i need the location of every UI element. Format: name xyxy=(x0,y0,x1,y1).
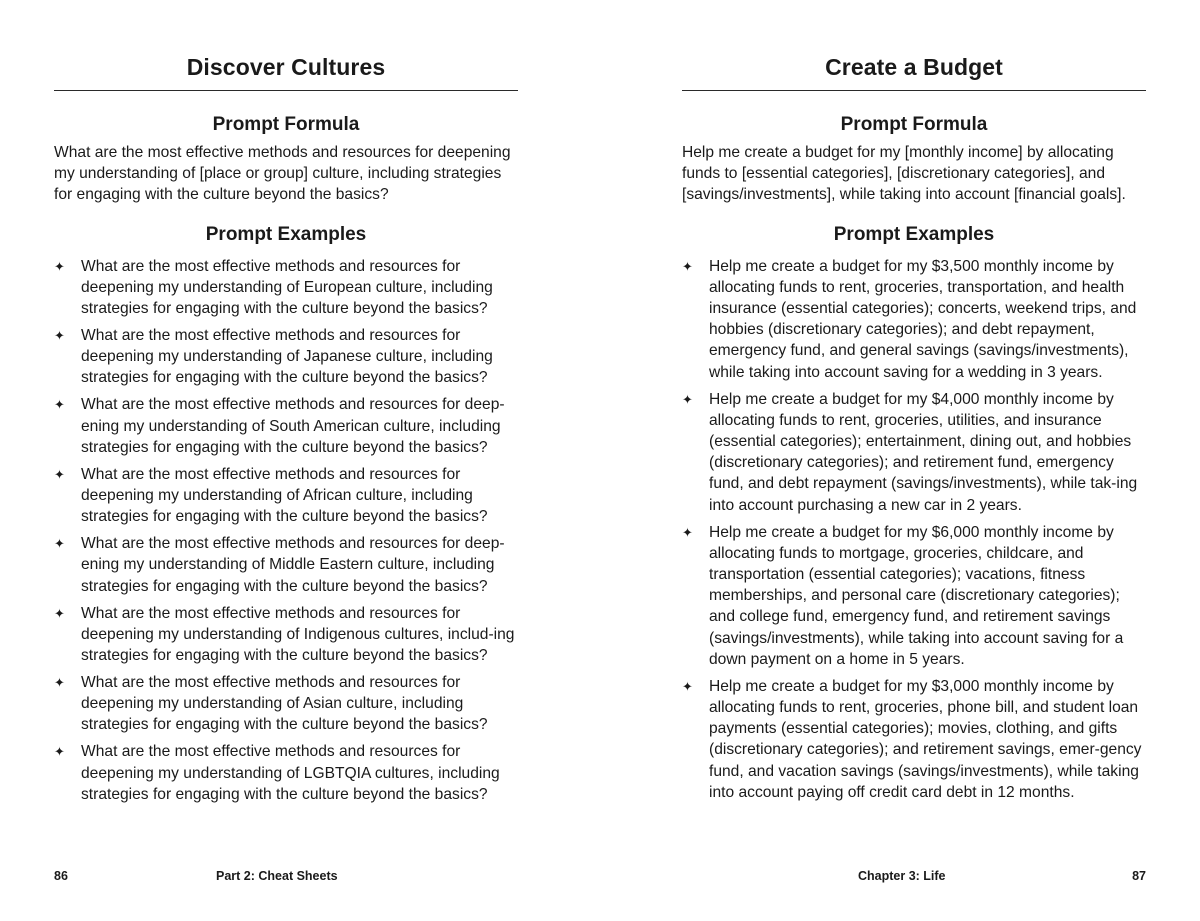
formula-text: What are the most effective methods and resources for deepening my understanding of [place or group] culture, including strategies for engaging with the culture beyond the basics? xyxy=(54,144,511,204)
example-text: What are the most effective methods and resources for deepening my understanding of European culture, including strategies for engaging with the culture beyond the basics? xyxy=(81,257,493,318)
list-item xyxy=(54,464,518,528)
example-text: What are the most effective methods and resources for deepening my understanding of Indigenous cultures, includ-ing strategies for engaging with the culture beyond the basics? xyxy=(81,604,515,665)
example-text: Help me create a budget for my $3,000 monthly income by allocating funds to rent, groceries, phone bill, and student loan payments (essential categories); movies, clothing, and gifts (discretionary categories); and retirement savings, emer-gency fund, and vacation savings (savings/investments), while taking into account paying off credit card debt in 12 months. xyxy=(709,677,1142,801)
example-text: Help me create a budget for my $3,500 monthly income by allocating funds to rent, groceries, transportation, and health insurance (essential categories); concerts, weekend trips, and hobbies (discretionary categories); and debt repayment, emergency fund, and general savings (savings/investments), while taking into account saving for a wedding in 3 years. xyxy=(709,257,1137,381)
star-bullet-icon: ✦ xyxy=(682,524,693,540)
star-bullet-icon: ✦ xyxy=(54,466,65,482)
list-item xyxy=(54,394,518,458)
star-bullet-icon: ✦ xyxy=(54,675,65,691)
formula-text: Help me create a budget for my [monthly income] by allocating funds to [essential categories], [discretionary categories], and [savings/investments], while taking into account [financial goals]. xyxy=(682,144,1126,204)
examples-list xyxy=(682,256,1146,803)
star-bullet-icon: ✦ xyxy=(54,397,65,413)
page-title: Discover Cultures xyxy=(186,54,386,80)
page-number: 87 xyxy=(1132,869,1146,883)
list-item xyxy=(54,533,518,597)
example-text: Help me create a budget for my $6,000 monthly income by allocating funds to mortgage, groceries, childcare, and transportation (essential categories); vacations, fitness memberships, and personal care (discretionary categories); and college fund, emergency fund, and retirement savings (savings/investments), while taking into account saving for a down payment on a home in 5 years. xyxy=(709,523,1124,668)
example-text: What are the most effective methods and resources for deep-ening my understanding of South American culture, including strategies for engaging with the culture beyond the basics? xyxy=(81,396,505,456)
example-text: What are the most effective methods and resources for deepening my understanding of LGBTQIA cultures, including strategies for engaging with the culture beyond the basics? xyxy=(81,743,500,803)
list-item xyxy=(682,522,1146,670)
star-bullet-icon: ✦ xyxy=(54,536,65,552)
list-item xyxy=(54,741,518,805)
example-text: What are the most effective methods and resources for deepening my understanding of Japanese culture, including strategies for engaging with the culture beyond the basics? xyxy=(81,327,493,387)
list-item xyxy=(54,325,518,389)
formula-heading: Prompt Formula xyxy=(212,114,360,135)
examples-heading: Prompt Examples xyxy=(833,223,995,245)
right-page xyxy=(682,0,1146,809)
page-number: 86 xyxy=(54,869,68,883)
star-bullet-icon: ✦ xyxy=(54,744,65,760)
running-head: Chapter 3: Life xyxy=(858,869,946,883)
example-text: What are the most effective methods and resources for deep-ening my understanding of Middle Eastern culture, including strategies for engaging with the culture beyond the basics? xyxy=(81,535,505,595)
example-text: What are the most effective methods and resources for deepening my understanding of African culture, including strategies for engaging with the culture beyond the basics? xyxy=(81,465,488,526)
list-item xyxy=(54,603,518,667)
example-text: What are the most effective methods and resources for deepening my understanding of Asian culture, including strategies for engaging with the culture beyond the basics? xyxy=(81,674,488,734)
star-bullet-icon: ✦ xyxy=(54,605,65,621)
star-bullet-icon: ✦ xyxy=(682,391,693,407)
star-bullet-icon: ✦ xyxy=(54,258,65,274)
list-item xyxy=(682,389,1146,516)
list-item xyxy=(54,256,518,320)
title-rule xyxy=(54,90,518,91)
examples-heading: Prompt Examples xyxy=(205,223,367,245)
title-rule xyxy=(682,90,1146,91)
list-item xyxy=(682,256,1146,383)
example-text: Help me create a budget for my $4,000 monthly income by allocating funds to rent, groceries, utilities, and insurance (essential categories); entertainment, dining out, and hobbies (discretionary categories); and retirement fund, emergency fund, and debt repayment (savings/investments), while tak-ing into account purchasing a new car in 2 years. xyxy=(709,390,1138,514)
star-bullet-icon: ✦ xyxy=(682,258,693,274)
star-bullet-icon: ✦ xyxy=(682,678,693,694)
page-title: Create a Budget xyxy=(825,54,1003,80)
examples-list xyxy=(54,256,518,805)
star-bullet-icon: ✦ xyxy=(54,328,65,344)
running-head: Part 2: Cheat Sheets xyxy=(216,869,338,883)
left-page xyxy=(54,0,518,811)
list-item xyxy=(54,672,518,736)
list-item xyxy=(682,676,1146,803)
formula-heading: Prompt Formula xyxy=(840,114,988,135)
